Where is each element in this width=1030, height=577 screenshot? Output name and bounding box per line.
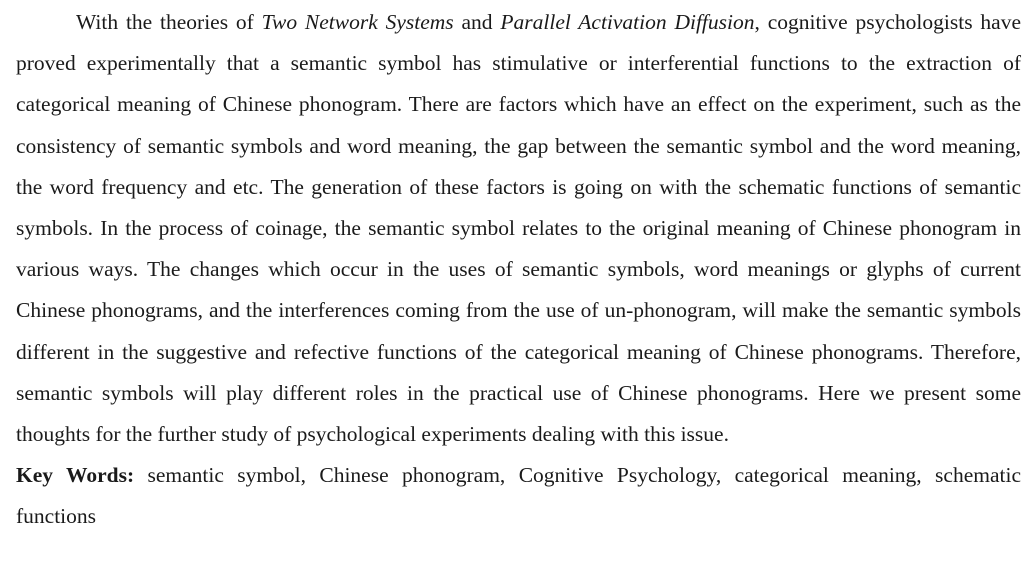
keywords-text: semantic symbol, Chinese phonogram, Cognitive Psychology, categorical meaning, schematic functions [16, 463, 1022, 529]
term-parallel-activation-diffusion: Parallel Activation Diffusion [500, 10, 755, 34]
keywords-label: Key Words: [16, 463, 135, 488]
abstract-text-segment-1: With the theories of [76, 10, 262, 34]
abstract-text-segment-3: , cognitive psychologists have proved experimentally that a semantic symbol has stimulative or interferential functions to the extraction of categorical meaning of Chinese phonogram. There are factors which have an effect on the experiment, such as the consistency of semantic symbols and word meaning, the gap between the semantic symbol and the word meaning, the word frequency and etc. The generation of these factors is going on with the schematic functions of semantic symbols. In the process of coinage, the semantic symbol relates to the original meaning of Chinese phonogram in various ways. The changes which occur in the uses of semantic symbols, word meanings or glyphs of current Chinese phonograms, and the interferences coming from the use of un-phonogram, will make the semantic symbols different in the suggestive and refective functions of the categorical meaning of Chinese phonograms. Therefore, semantic symbols will play different roles in the practical use of Chinese phonograms. Here we present some thoughts for the further study of psychological experiments dealing with this issue. [16, 10, 1021, 447]
abstract-paragraph [16, 2, 1021, 455]
abstract-text-segment-2: and [453, 10, 501, 34]
keywords-paragraph [16, 455, 1021, 537]
term-two-network-systems: Two Network Systems [261, 10, 454, 34]
